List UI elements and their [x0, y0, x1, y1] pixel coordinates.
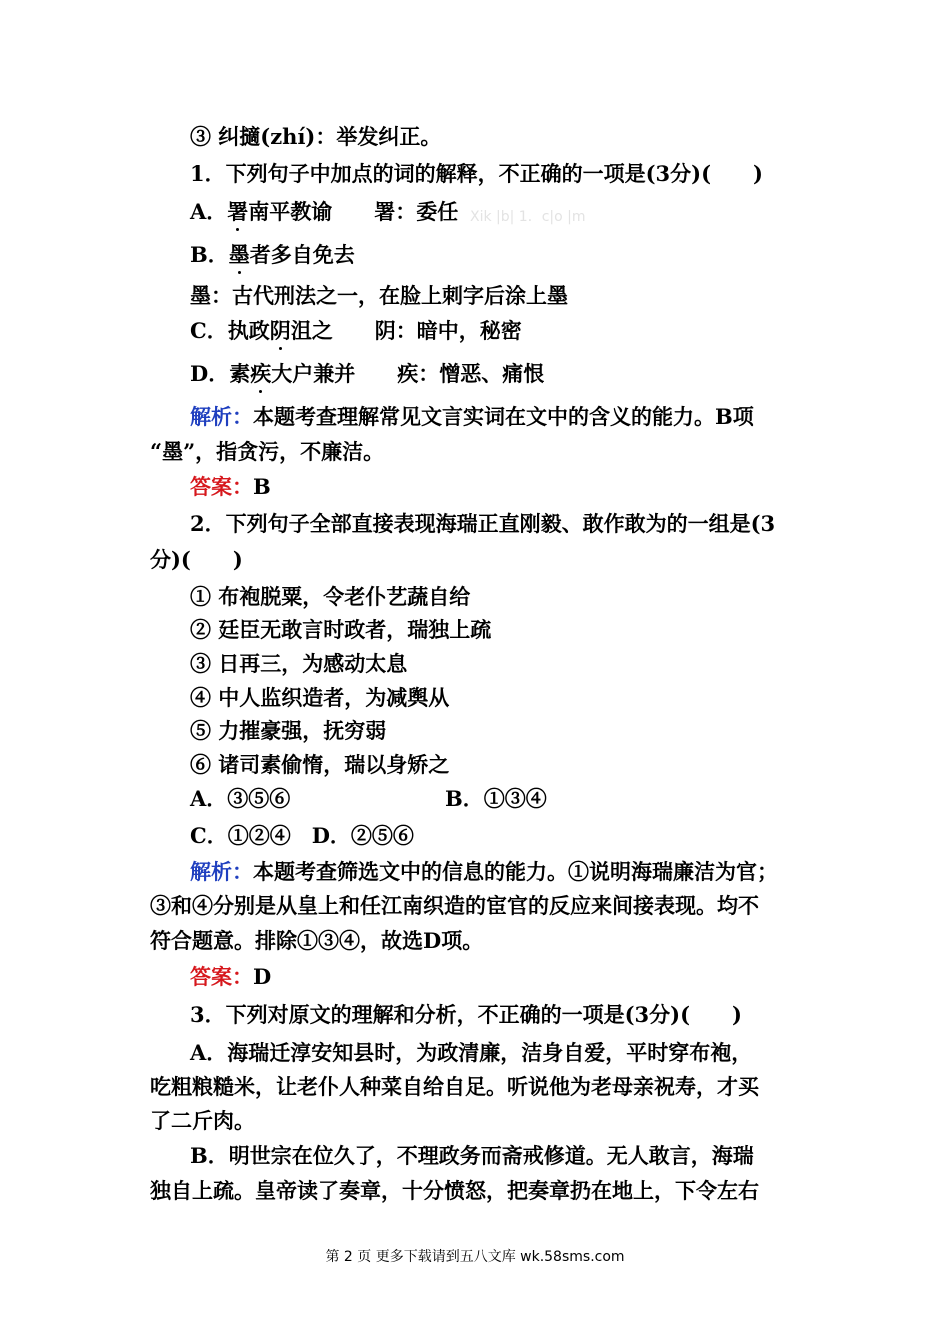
analysis-2-cont2: 符合题意。排除①③④，故选D项。: [150, 928, 484, 953]
item-3: ③ 日再三，为感动太息: [190, 651, 408, 676]
analysis-2-cont: ③和④分别是从皇上和任江南织造的宦官的反应来间接表现。均不: [150, 893, 759, 918]
emphasis-dot-char: 疾: [250, 361, 272, 386]
item-2: ② 廷臣无敢言时政者，瑞独上疏: [190, 617, 492, 642]
note-line: ③ 纠擿(zhí)：举发纠正。: [190, 124, 442, 149]
option-2b: B．①③④: [445, 786, 547, 811]
question-2-cont: 分)( ): [150, 547, 243, 572]
page-footer: 第 2 页 更多下载请到五八文库 wk.58sms.com: [325, 1249, 625, 1265]
item-4: ④ 中人监织造者，为减舆从: [190, 685, 450, 710]
option-3a: A．海瑞迁淳安知县时，为政清廉，洁身自爱，平时穿布袍，: [190, 1040, 753, 1065]
watermark-text: Xik |b| 1．c|o |m: [470, 209, 586, 225]
option-3b: B．明世宗在位久了，不理政务而斋戒修道。无人敢言，海瑞: [190, 1143, 754, 1168]
option-3a-cont2: 了二斤肉。: [150, 1108, 255, 1133]
emphasis-dot-char: 阴: [269, 318, 291, 343]
question-2: 2．下列句子全部直接表现海瑞正直刚毅、敢作敢为的一组是(3: [190, 511, 776, 536]
answer-2: 答案：D: [190, 964, 272, 989]
option-1d: D．素疾大户兼并 疾：憎恶、痛恨: [190, 361, 545, 386]
option-1b-explanation: 墨：古代刑法之一，在脸上刺字后涂上墨: [190, 283, 568, 308]
question-1: 1．下列句子中加点的词的解释，不正确的一项是(3分)( ): [190, 161, 763, 186]
item-1: ① 布袍脱粟，令老仆艺蔬自给: [190, 584, 471, 609]
item-5: ⑤ 力摧豪强，抚穷弱: [190, 718, 387, 743]
question-3: 3．下列对原文的理解和分析，不正确的一项是(3分)( ): [190, 1002, 742, 1027]
option-3b-cont: 独自上疏。皇帝读了奏章，十分愤怒，把奏章扔在地上，下令左右: [150, 1178, 759, 1203]
option-1a: A．署南平教谕 署：委任: [190, 199, 459, 224]
emphasis-dot-char: 署: [227, 199, 249, 224]
option-3a-cont: 吃粗粮糙米，让老仆人种菜自给自足。听说他为老母亲祝寿，才买: [150, 1074, 759, 1099]
option-2a: A．③⑤⑥: [190, 786, 291, 811]
analysis-1: 解析：本题考查理解常见文言实词在文中的含义的能力。B项: [190, 404, 754, 429]
option-1b: B．墨者多自免去: [190, 242, 355, 267]
analysis-1-cont: “墨”，指贪污，不廉洁。: [150, 439, 385, 464]
option-1c: C．执政阴沮之 阴：暗中，秘密: [190, 318, 522, 343]
analysis-2: 解析：本题考查筛选文中的信息的能力。①说明海瑞廉洁为官；: [190, 859, 778, 884]
item-6: ⑥ 诸司素偷惰，瑞以身矫之: [190, 752, 450, 777]
option-2cd: C．①②④ D．②⑤⑥: [190, 823, 414, 848]
answer-1: 答案：B: [190, 474, 271, 499]
emphasis-dot-char: 墨: [228, 242, 250, 267]
